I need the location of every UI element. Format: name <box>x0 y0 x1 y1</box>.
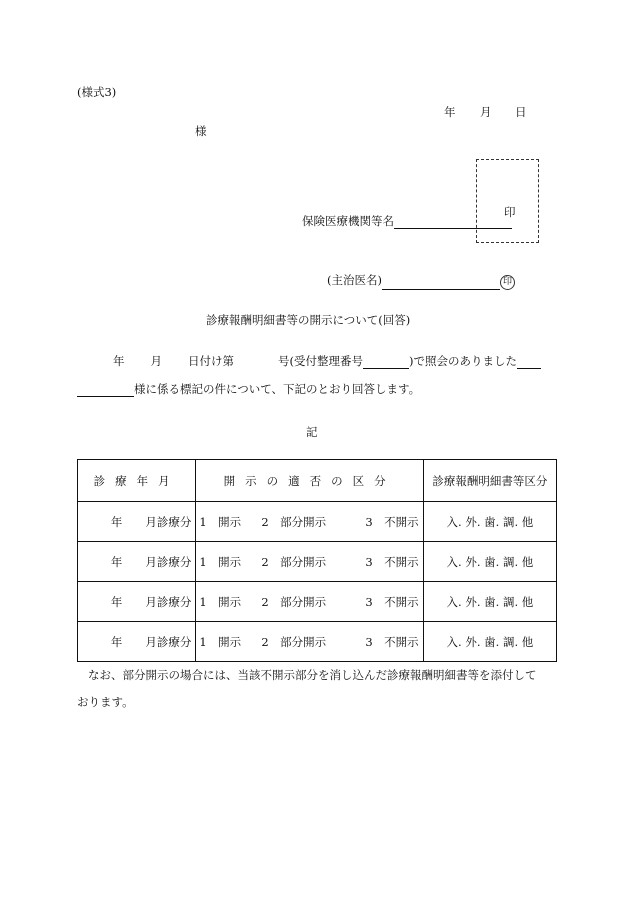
body-year: 年 <box>113 354 125 368</box>
cell-statement-types[interactable]: 入. 外. 歯. 調. 他 <box>423 582 556 622</box>
institution-blank[interactable] <box>394 214 512 229</box>
header-statement-type: 診療報酬明細書等区分 <box>423 460 556 502</box>
disclosure-table <box>77 459 557 662</box>
body-line-2-text: 様に係る標記の件について、下記のとおり回答します。 <box>134 382 421 396</box>
seal-label: 印 <box>504 205 516 219</box>
ki-heading: 記 <box>306 425 318 439</box>
doctor-line <box>327 272 515 290</box>
option-disclose[interactable]: 1 開示 <box>199 515 242 529</box>
table-row <box>78 542 557 582</box>
cell-treatment-month: 年 月診療分 <box>78 622 196 662</box>
option-partial[interactable]: 2 部分開示 <box>261 555 327 569</box>
addressee-suffix: 様 <box>195 124 207 138</box>
option-disclose[interactable]: 1 開示 <box>199 595 242 609</box>
cell-statement-types[interactable]: 入. 外. 歯. 調. 他 <box>423 622 556 662</box>
option-nondisclose[interactable]: 3 不開示 <box>365 595 419 609</box>
doctor-blank[interactable] <box>382 275 500 290</box>
cell-disclosure-options <box>196 582 424 622</box>
option-partial[interactable]: 2 部分開示 <box>261 635 327 649</box>
institution-line <box>302 213 512 229</box>
doctor-seal-mark: 印 <box>500 275 515 290</box>
option-disclose[interactable]: 1 開示 <box>199 635 242 649</box>
cell-disclosure-options <box>196 542 424 582</box>
body-inquiry: )で照会のありました <box>409 354 517 368</box>
document-title: 診療報酬明細書等の開示について(回答) <box>206 313 411 327</box>
institution-label: 保険医療機関等名 <box>302 214 394 228</box>
cell-treatment-month: 年 月診療分 <box>78 542 196 582</box>
option-disclose[interactable]: 1 開示 <box>199 555 242 569</box>
body-line-2 <box>77 381 420 397</box>
date-month: 月 <box>480 105 492 119</box>
body-dated: 日付け第 <box>188 354 234 368</box>
date-year: 年 <box>444 105 456 119</box>
cell-treatment-month: 年 月診療分 <box>78 582 196 622</box>
cell-treatment-month: 年 月診療分 <box>78 502 196 542</box>
cell-statement-types[interactable]: 入. 外. 歯. 調. 他 <box>423 502 556 542</box>
table-header-row <box>78 460 557 502</box>
body-go: 号(受付整理番号 <box>278 354 363 368</box>
table-row <box>78 582 557 622</box>
cell-disclosure-options <box>196 502 424 542</box>
body-month: 月 <box>150 354 162 368</box>
cell-statement-types[interactable]: 入. 外. 歯. 調. 他 <box>423 542 556 582</box>
doctor-label: (主治医名) <box>327 273 382 287</box>
note-line-1: なお、部分開示の場合には、当該不開示部分を消し込んだ診療報酬明細書等を添付して <box>88 668 537 682</box>
header-treatment-month: 診療年月 <box>78 460 196 502</box>
option-nondisclose[interactable]: 3 不開示 <box>365 555 419 569</box>
table-row <box>78 622 557 662</box>
form-number: (様式3) <box>77 85 117 99</box>
option-nondisclose[interactable]: 3 不開示 <box>365 635 419 649</box>
date-day: 日 <box>515 105 527 119</box>
name-blank-2[interactable] <box>77 382 134 397</box>
cell-disclosure-options <box>196 622 424 662</box>
option-partial[interactable]: 2 部分開示 <box>261 595 327 609</box>
note-line-2: おります。 <box>77 695 134 709</box>
seal-box <box>476 159 539 243</box>
option-partial[interactable]: 2 部分開示 <box>261 515 327 529</box>
receipt-number-blank[interactable] <box>363 354 409 369</box>
option-nondisclose[interactable]: 3 不開示 <box>365 515 419 529</box>
table-row <box>78 502 557 542</box>
body-line-1 <box>113 353 541 369</box>
name-blank-1[interactable] <box>517 354 541 369</box>
header-disclosure-category: 開示の適否の区分 <box>196 460 424 502</box>
